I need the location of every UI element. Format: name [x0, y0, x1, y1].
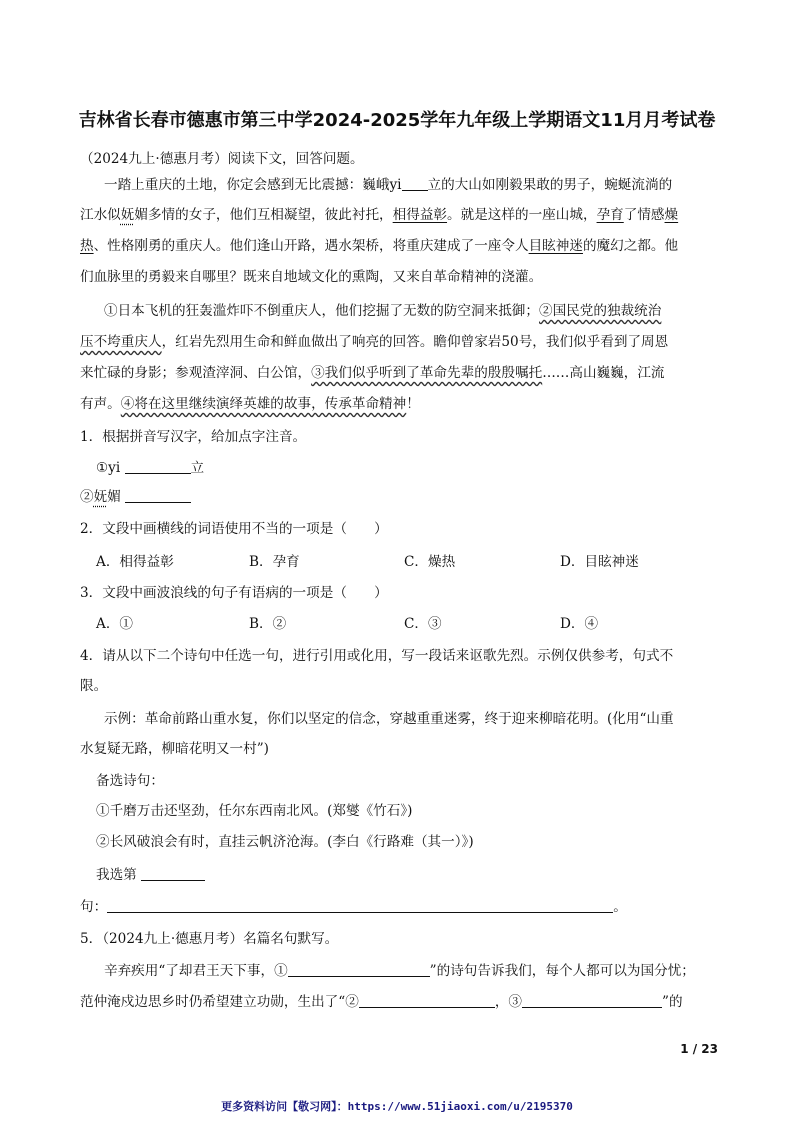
question-4-candidates-label: 备选诗句： — [96, 773, 164, 789]
pinyin-blank — [402, 176, 428, 191]
question-4-stem-line-2: 限。 — [80, 678, 108, 694]
question-4-stem-line-1: 4．请从以下二个诗句中任选一句，进行引用或化用，写一段话来讴歌先烈。示例仅供参考，句式不 — [80, 648, 674, 664]
p1-line-3: 热、性格刚勇的重庆人。他们逢山开路，遇水架桥，将重庆建成了一座令人目眩神迷的魔幻之都。他 — [80, 238, 679, 254]
wavy-sentence-2b: 压不垮重庆人 — [80, 334, 162, 350]
p1-line-1: 一踏上重庆的土地，你定会感到无比震撼：巍峨yi 立的大山如刚毅果敢的男子，蜿蜒流淌的 — [104, 177, 673, 193]
answer-blank-1a[interactable] — [125, 459, 191, 474]
question-3-stem: 3．文段中画波浪线的句子有语病的一项是（ ） — [80, 585, 388, 601]
footer-link[interactable]: 更多资料访问【敬习网】：https://www.51jiaoxi.com/u/2195370 — [221, 1100, 573, 1113]
page-number: 1 / 23 — [680, 1042, 718, 1056]
question-2-option-c[interactable]: C．燥热 — [404, 554, 456, 570]
poem-blank-1[interactable] — [288, 962, 430, 977]
wavy-sentence-3: ③我们似乎听到了革命先辈的殷殷嘱托 — [311, 365, 543, 381]
question-4-candidate-1: ①千磨万击还坚劲，任尔东西南北风。(郑燮《竹石》) — [96, 803, 413, 819]
poem-blank-2[interactable] — [359, 993, 495, 1008]
underlined-phrase-3a: 燥 — [664, 207, 679, 223]
sentence-answer-blank[interactable] — [107, 898, 613, 913]
answer-blank-1b[interactable] — [125, 488, 191, 503]
question-1-stem: 1．根据拼音写汉字，给加点字注音。 — [80, 429, 307, 445]
p1-line-4: 们血脉里的勇毅来自哪里？既来自地域文化的熏陶，又来自革命精神的浇灌。 — [80, 269, 543, 285]
question-2-option-a[interactable]: A．相得益彰 — [96, 554, 174, 570]
underlined-phrase-3b: 热 — [80, 238, 94, 254]
question-3-option-d[interactable]: D．④ — [560, 616, 599, 632]
poem-blank-3[interactable] — [522, 993, 662, 1008]
dotted-char: 妩 — [120, 207, 135, 223]
question-4-sentence: 句： 。 — [80, 899, 627, 915]
question-2-stem: 2．文段中画横线的词语使用不当的一项是（ ） — [80, 521, 388, 537]
question-4-example-line-1: 示例：革命前路山重水复，你们以坚定的信念，穿越重重迷雾，终于迎来柳暗花明。(化用“山重 — [104, 711, 674, 727]
wavy-sentence-4: ④将在这里继续演绎英雄的故事，传承革命精神 — [120, 396, 407, 412]
wavy-sentence-2a: ②国民党的独裁统治 — [539, 303, 662, 319]
question-5-line-2: 范仲淹戍边思乡时仍希望建立功勋，生出了“② ，③ ”的 — [80, 994, 683, 1010]
question-4-choose: 我选第 — [96, 866, 205, 884]
p2-line-2: 压不垮重庆人，红岩先烈用生命和鲜血做出了响亮的回答。瞻仰曾家岩50号，我们似乎看到了周恩 — [80, 334, 669, 350]
question-3-option-a[interactable]: A．① — [96, 616, 134, 632]
question-2-option-b[interactable]: B．孕育 — [249, 554, 300, 570]
p2-line-1: ①日本飞机的狂轰滥炸吓不倒重庆人，他们挖掘了无数的防空洞来抵御；②国民党的独裁统治 — [104, 303, 662, 319]
question-2-option-d[interactable]: D．目眩神迷 — [560, 554, 639, 570]
question-4-candidate-2: ②长风破浪会有时，直挂云帆济沧海。(李白《行路难（其一）》) — [96, 834, 474, 850]
p2-line-4: 有声。④将在这里继续演绎英雄的故事，传承革命精神！ — [80, 396, 420, 412]
question-3-option-c[interactable]: C．③ — [404, 616, 442, 632]
question-5-stem: 5．（2024九上·德惠月考）名篇名句默写。 — [80, 931, 339, 947]
question-1b: ②妩媚 — [80, 488, 191, 506]
question-4-example-line-2: 水复疑无路，柳暗花明又一村”) — [80, 741, 269, 757]
p1-line-2: 江水似妩媚多情的女子，他们互相凝望，彼此衬托，相得益彰。就是这样的一座山城，孕育了情感燥 — [80, 207, 679, 223]
underlined-phrase-4: 目眩神迷 — [528, 238, 583, 254]
underlined-phrase-2: 孕育 — [596, 207, 624, 223]
question-3-option-b[interactable]: B．② — [249, 616, 287, 632]
choice-blank[interactable] — [141, 866, 205, 881]
question-1a: ①yi 立 — [96, 460, 205, 476]
page-title: 吉林省长春市德惠市第三中学2024-2025学年九年级上学期语文11月月考试卷 — [78, 110, 716, 131]
reading-intro: （2024九上·德惠月考）阅读下文，回答问题。 — [80, 151, 364, 167]
question-5-line-1: 辛弃疾用“了却君王天下事，① ”的诗句告诉我们，每个人都可以为国分忧； — [104, 963, 695, 979]
underlined-phrase-1: 相得益彰 — [392, 207, 448, 223]
p2-line-3: 来忙碌的身影；参观渣滓洞、白公馆，③我们似乎听到了革命先辈的殷殷嘱托……高山巍巍，江流 — [80, 365, 665, 381]
